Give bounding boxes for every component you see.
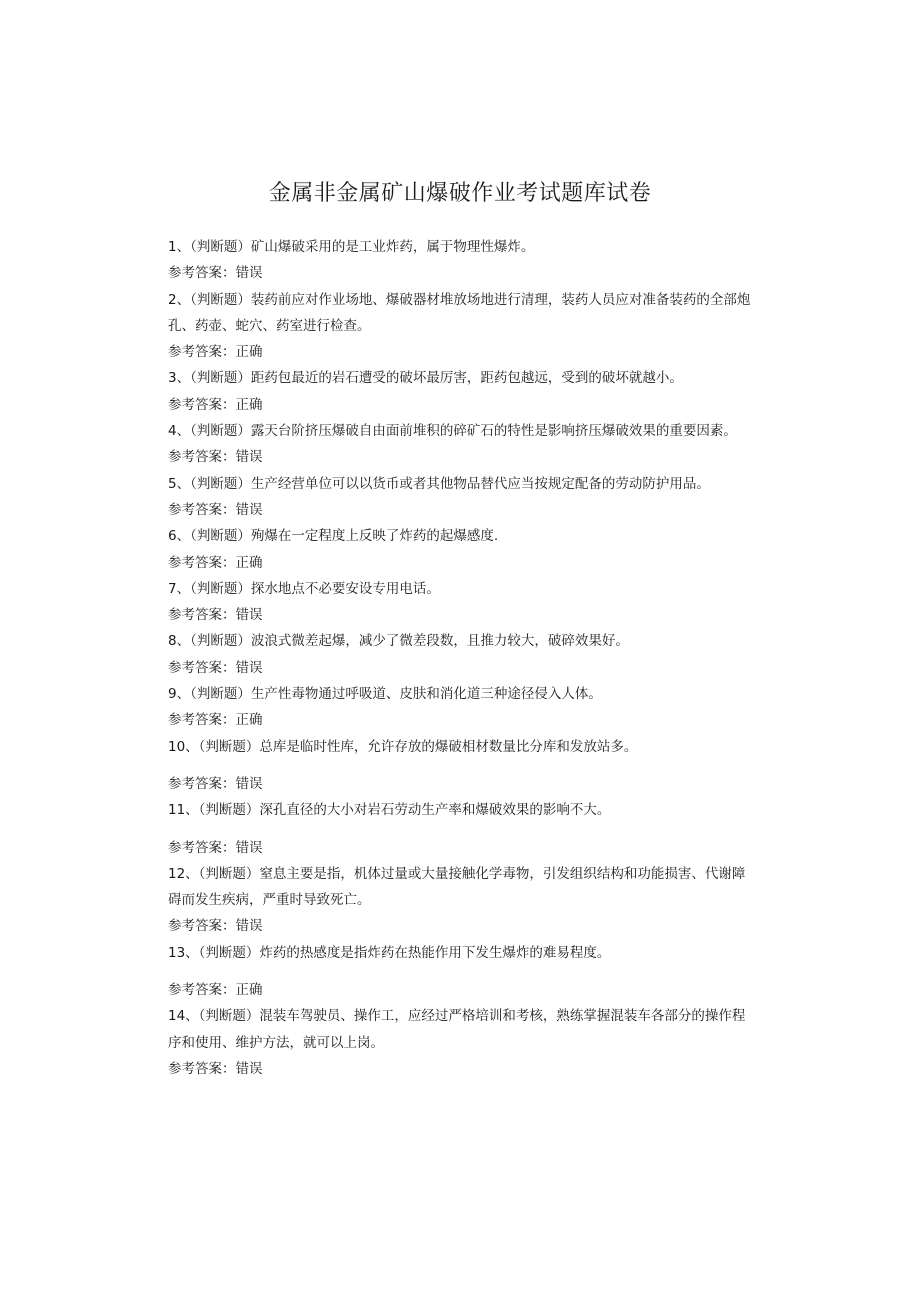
question-text: 1、（判断题）矿山爆破采用的是工业炸药，属于物理性爆炸。 [168, 239, 535, 255]
question-item [168, 681, 758, 734]
question-text: 2、（判断题）装药前应对作业场地、爆破器材堆放场地进行清理，装药人员应对准备装药的全部炮孔、药壶、蛇穴、药室进行检查。 [168, 291, 751, 334]
question-item [168, 234, 758, 287]
question-text: 9、（判断题）生产性毒物通过呼吸道、皮肤和消化道三种途径侵入人体。 [168, 686, 602, 703]
answer-text: 参考答案：错误 [168, 449, 263, 466]
question-item [168, 418, 758, 471]
question-item [168, 734, 758, 798]
answer-text: 参考答案：正确 [168, 982, 263, 999]
answer-text: 参考答案：错误 [168, 501, 263, 518]
answer-text: 参考答案：正确 [168, 344, 263, 361]
answer-text: 参考答案：错误 [168, 607, 263, 624]
question-item [168, 1003, 758, 1082]
answer-text: 参考答案：错误 [168, 1060, 263, 1077]
question-text: 7、（判断题）探水地点不必要安设专用电话。 [168, 580, 440, 597]
answer-text: 参考答案：错误 [168, 775, 263, 792]
question-text: 8、（判断题）波浪式微差起爆，减少了微差段数，且推力较大，破碎效果好。 [168, 633, 629, 650]
question-text: 12、（判断题）窒息主要是指，机体过量或大量接触化学毒物，引发组织结构和功能损害、代谢障碍而发生疾病，严重时导致死亡。 [168, 865, 746, 909]
question-text: 13、（判断题）炸药的热感度是指炸药在热能作用下发生爆炸的难易程度。 [168, 944, 611, 961]
answer-text: 参考答案：错误 [168, 265, 263, 282]
answer-text: 参考答案：正确 [168, 396, 263, 413]
question-text: 4、（判断题）露天台阶挤压爆破自由面前堆积的碎矿石的特性是影响挤压爆破效果的重要因素。 [168, 423, 737, 440]
question-text: 5、（判断题）生产经营单位可以以货币或者其他物品替代应当按规定配备的劳动防护用品。 [168, 475, 710, 492]
question-item [168, 797, 758, 861]
question-text: 6、（判断题）殉爆在一定程度上反映了炸药的起爆感度. [168, 528, 499, 545]
question-item [168, 471, 758, 524]
document-title: 金属非金属矿山爆破作业考试题库试卷 [268, 181, 652, 206]
question-item [168, 861, 758, 940]
question-item [168, 365, 758, 418]
answer-text: 参考答案：错误 [168, 839, 263, 856]
answer-text: 参考答案：正确 [168, 712, 263, 729]
question-item [168, 287, 758, 366]
question-text: 14、（判断题）混装车驾驶员、操作工，应经过严格培训和考核，熟练掌握混装车各部分的操作程序和使用、维护方法，就可以上岗。 [168, 1008, 746, 1051]
question-item [168, 940, 758, 1004]
question-item [168, 628, 758, 681]
question-text: 11、（判断题）深孔直径的大小对岩石劳动生产率和爆破效果的影响不大。 [168, 802, 611, 819]
question-list [168, 234, 758, 1082]
question-item [168, 576, 758, 629]
question-item [168, 523, 758, 576]
question-text: 3、（判断题）距药包最近的岩石遭受的破坏最厉害，距药包越远，受到的破坏就越小。 [168, 370, 683, 387]
question-text: 10、（判断题）总库是临时性库，允许存放的爆破相材数量比分库和发放站多。 [168, 738, 638, 755]
answer-text: 参考答案：正确 [168, 554, 263, 571]
answer-text: 参考答案：错误 [168, 918, 263, 935]
answer-text: 参考答案：错误 [168, 659, 263, 676]
